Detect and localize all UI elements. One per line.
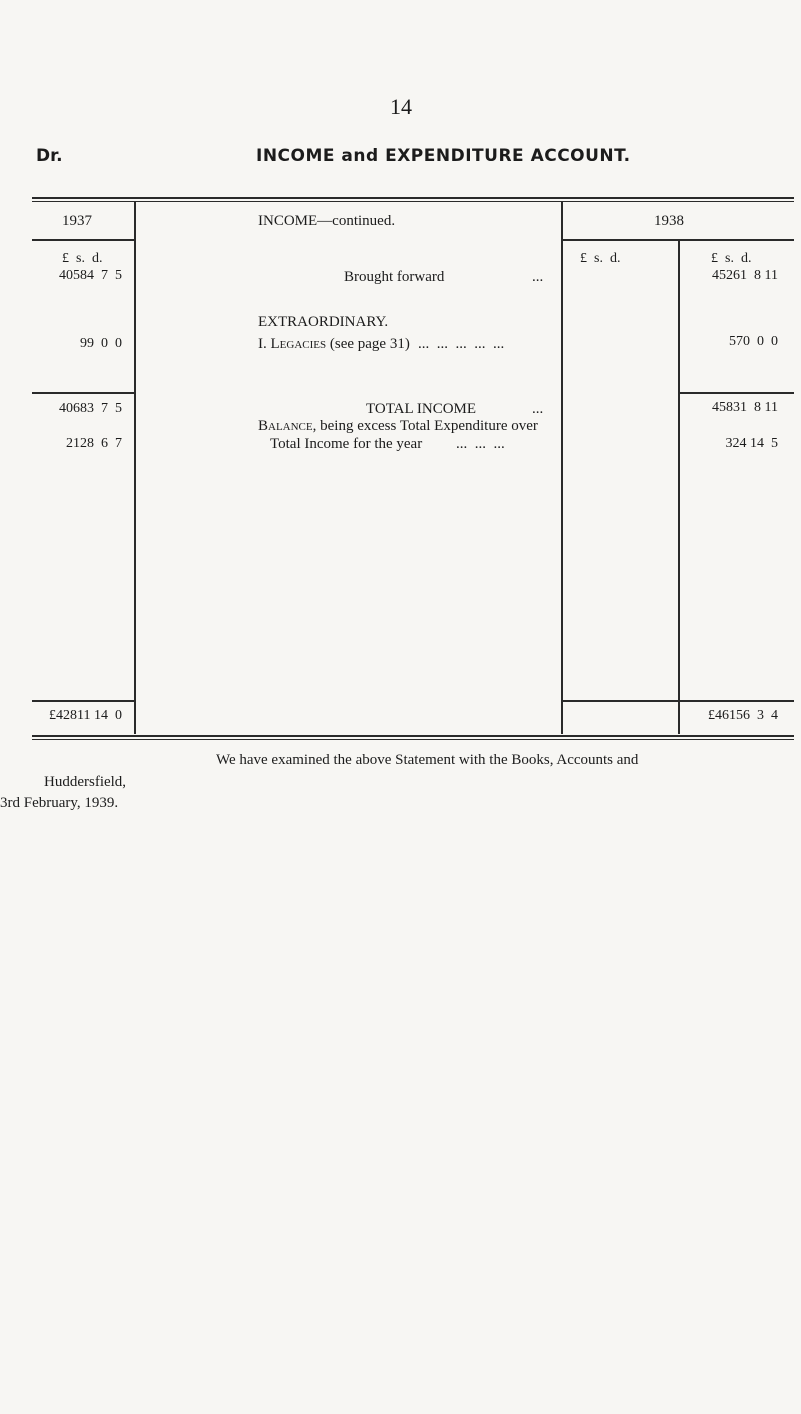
table-bottom-rule-1 [32,735,794,737]
brought-forward-dots: ... [532,269,544,285]
legacies-reference: (see page 31) [329,336,410,352]
total-income-dots: ... [532,401,544,417]
legacies-number: I. [258,336,267,352]
brought-forward-label: Brought forward [344,269,445,285]
page-number: 14 [390,94,412,119]
balance-curr: 324 14 5 [725,436,778,451]
legacies-curr: 570 0 0 [729,334,778,349]
column-year-prev: 1937 [62,213,92,229]
legacies-label [258,336,410,353]
total-income-curr: 45831 8 11 [712,400,778,415]
balance-label-line2: Total Income for the year [270,436,423,452]
page-title: INCOME and EXPENDITURE ACCOUNT. [256,146,631,166]
brought-forward-curr: 45261 8 11 [712,268,778,283]
grand-total-prev: £42811 14 0 [49,708,122,723]
total-rule-mid [561,700,678,702]
total-income-prev: 40683 7 5 [59,401,122,416]
currency-header-prev: £ s. d. [62,251,103,266]
subtotal-rule-curr [678,392,794,394]
debit-label: Dr. [36,146,63,166]
balance-label-line1 [258,418,538,435]
col-divider-3 [678,240,680,734]
audit-statement: We have examined the above Statement with the Books, Accounts and [216,752,639,768]
grand-total-curr: £46156 3 4 [708,708,778,723]
col-divider-2 [561,201,563,734]
total-rule-curr [678,700,794,702]
total-rule-prev [32,700,134,702]
balance-description: , being excess Total Expenditure over [312,418,538,434]
brought-forward-prev: 40584 7 5 [59,268,122,283]
extraordinary-heading: EXTRAORDINARY. [258,314,389,330]
table-top-rule-1 [32,197,794,199]
total-income-label: TOTAL INCOME [366,401,477,417]
legacies-dots: ... ... ... ... ... [418,336,505,352]
table-top-rule-2 [32,201,794,202]
balance-word: Balance [258,418,313,434]
balance-dots: ... ... ... [456,436,505,452]
footer-date: 3rd February, 1939. [0,795,119,811]
header-rule-left [32,239,134,241]
balance-prev: 2128 6 7 [66,436,122,451]
col-divider-1 [134,201,136,734]
footer-place: Huddersfield, [44,774,127,790]
column-year-curr: 1938 [654,213,684,229]
table-bottom-rule-2 [32,739,794,740]
column-description: INCOME—continued. [258,213,396,229]
legacies-prev: 99 0 0 [80,336,122,351]
legacies-name: Legacies [270,336,327,352]
currency-header-curr-b: £ s. d. [711,251,752,266]
currency-header-curr-a: £ s. d. [580,251,621,266]
subtotal-rule-prev [32,392,134,394]
